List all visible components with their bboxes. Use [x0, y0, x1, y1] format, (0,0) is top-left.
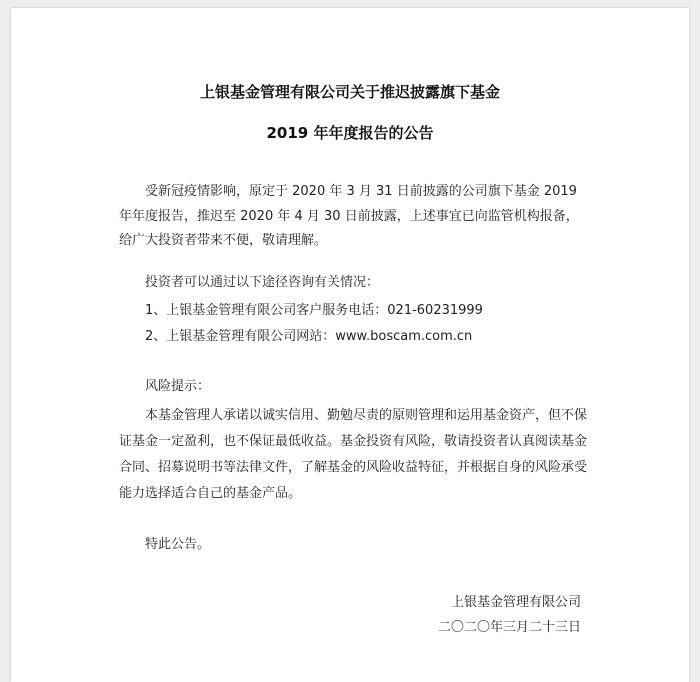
announcement-paragraph: 受新冠疫情影响，原定于 2020 年 3 月 31 日前披露的公司旗下基金 2019 年年度报告，推迟至 2020 年 4 月 30 日前披露，上述事宜已向监管机构报备，给广大投资者带来不便，敬请理解。 [119, 184, 579, 248]
contact-item-website: 2、上银基金管理有限公司网站：www.boscam.com.cn [145, 329, 473, 344]
contact-item-phone: 1、上银基金管理有限公司客户服务电话：021-60231999 [145, 303, 483, 318]
signature-date: 二〇二〇年三月二十三日 [437, 620, 581, 635]
risk-heading: 风险提示： [145, 379, 211, 394]
contact-intro: 投资者可以通过以下途径咨询有关情况： [145, 275, 380, 290]
document-title-line1: 上银基金管理有限公司关于推迟披露旗下基金 [199, 83, 500, 101]
special-notice: 特此公告。 [145, 537, 211, 552]
signature-company: 上银基金管理有限公司 [450, 595, 581, 610]
document-page [11, 8, 689, 682]
risk-paragraph: 本基金管理人承诺以诚实信用、勤勉尽责的原则管理和运用基金资产，但不保证基金一定盈利，也不保证最低收益。基金投资有风险，敬请投资者认真阅读基金合同、招募说明书等法律文件，了解基金的风险收益特征，并根据自身的风险承受能力选择适合自己的基金产品。 [119, 408, 588, 501]
document-title-line2: 2019 年年度报告的公告 [266, 124, 434, 142]
